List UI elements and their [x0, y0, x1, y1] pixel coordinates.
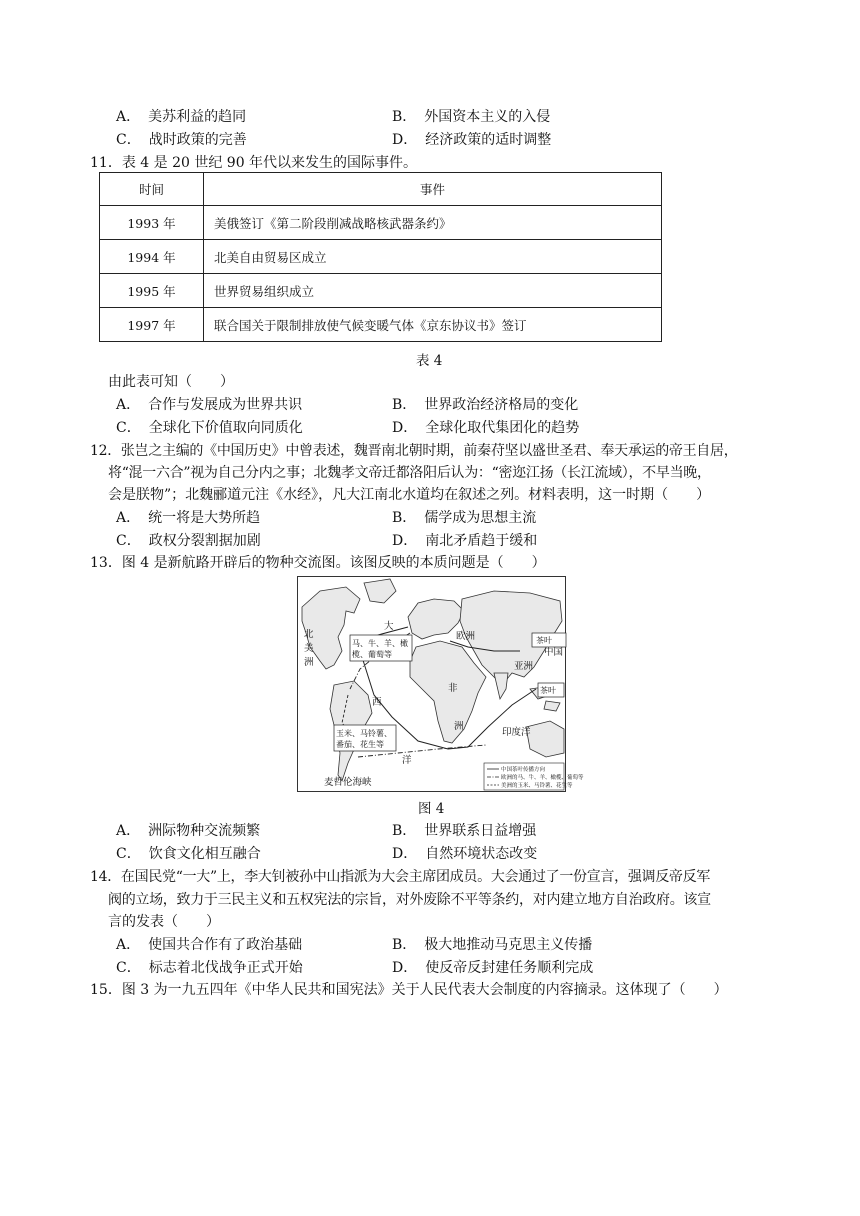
table-cell-event: 联合国关于限制排放使气候变暖气体《京东协议书》签订	[204, 308, 662, 342]
option-letter: D．	[392, 846, 418, 862]
option-b	[392, 934, 592, 954]
option-a	[116, 106, 246, 126]
table-cell-year: 1994 年	[100, 240, 204, 274]
table-caption: 表 4	[416, 353, 443, 369]
map-label-atlantic: 西	[372, 697, 382, 708]
table-row	[100, 308, 662, 342]
option-letter: B．	[392, 510, 417, 526]
table-header-time: 时间	[100, 173, 204, 206]
tea-label: 茶叶	[540, 686, 556, 695]
option-letter: A．	[116, 937, 141, 953]
option-letter: B．	[392, 397, 417, 413]
table-row	[100, 274, 662, 308]
option-text: 使国共合作有了政治基础	[148, 937, 303, 953]
option-letter: D．	[392, 420, 418, 436]
option-text: 统一将是大势所趋	[148, 510, 261, 526]
option-text: 全球化下价值取向同质化	[148, 420, 303, 436]
table-cell-year: 1993 年	[100, 206, 204, 240]
legend-label: 中国茶叶传播方向	[501, 767, 546, 773]
map-label-north-america: 洲	[304, 657, 314, 668]
table-cell-event: 北美自由贸易区成立	[204, 240, 662, 274]
option-letter: C．	[116, 533, 141, 549]
option-b	[392, 507, 536, 527]
option-text: 世界政治经济格局的变化	[424, 397, 579, 413]
question-14-line: 言的发表（ ）	[108, 914, 220, 930]
option-text: 政权分裂割据加剧	[148, 533, 261, 549]
option-c	[116, 417, 303, 437]
option-a	[116, 507, 260, 527]
europe-goods-label: 榄、葡萄等	[352, 650, 392, 659]
option-text: 世界联系日益增强	[424, 823, 537, 839]
map-label-africa: 非	[448, 683, 458, 694]
option-letter: A．	[116, 823, 141, 839]
table-cell-year: 1995 年	[100, 274, 204, 308]
question-14-line: 14．在国民党“一大”上，李大钊被孙中山指派为大会主席团成员。大会通过了一份宣言，强调反帝反军	[90, 869, 711, 885]
option-text: 合作与发展成为世界共识	[148, 397, 303, 413]
species-exchange-map	[297, 576, 584, 792]
option-letter: C．	[116, 132, 141, 148]
option-text: 外国资本主义的入侵	[424, 109, 551, 125]
option-letter: D．	[392, 533, 418, 549]
map-label-north-america: 北	[304, 629, 314, 640]
table-cell-event: 世界贸易组织成立	[204, 274, 662, 308]
option-letter: A．	[116, 109, 141, 125]
figure-caption: 图 4	[418, 801, 445, 817]
america-goods-label: 玉米、马铃薯、	[336, 729, 392, 738]
question-12-line: 会是朕物”；北魏郦道元注《水经》，凡大江南北水道均在叙述之列。材料表明，这一时期（ ）	[108, 487, 711, 503]
option-text: 标志着北伐战争正式开始	[148, 960, 303, 976]
table-row	[100, 240, 662, 274]
option-a	[116, 394, 302, 414]
table-header-event: 事件	[204, 173, 662, 206]
map-label-china: 中国	[544, 647, 564, 658]
question-15-stem: 15．图 3 为一九五四年《中华人民共和国宪法》关于人民代表大会制度的内容摘录。这体现了（ ）	[90, 982, 728, 998]
option-d	[392, 417, 579, 437]
map-label-africa: 洲	[454, 721, 464, 732]
option-letter: D．	[392, 132, 418, 148]
option-b	[392, 820, 536, 840]
question-12-line: 12．张岂之主编的《中国历史》中曾表述，魏晋南北朝时期，前秦苻坚以盛世圣君、奉天承运的帝王自居，	[90, 443, 738, 459]
option-a	[116, 934, 302, 954]
question-14-line: 阀的立场，致力于三民主义和五权宪法的宗旨，对外废除不平等条约，对内建立地方自治政府。该宣	[108, 892, 711, 908]
question-13-stem: 13．图 4 是新航路开辟后的物种交流图。该图反映的本质问题是（ ）	[90, 555, 546, 571]
question-11-question: 由此表可知（ ）	[108, 374, 234, 390]
table-row	[100, 206, 662, 240]
tea-label: 茶叶	[536, 636, 552, 645]
option-text: 极大地推动马克思主义传播	[424, 937, 593, 953]
map-svg	[298, 577, 584, 791]
america-goods-label: 番茄、花生等	[336, 740, 384, 749]
table-cell-event: 美俄签订《第二阶段削减战略核武器条约》	[204, 206, 662, 240]
option-text: 经济政策的适时调整	[425, 132, 552, 148]
map-label-indian-ocean: 印度洋	[502, 727, 531, 738]
option-c	[116, 957, 303, 977]
option-c	[116, 530, 261, 550]
option-a	[116, 820, 260, 840]
option-text: 饮食文化相互融合	[148, 846, 261, 862]
option-d	[392, 957, 593, 977]
option-letter: B．	[392, 937, 417, 953]
map-label-asia: 亚洲	[514, 661, 534, 672]
legend-label: 欧洲的马、牛、羊、橄榄、葡萄等	[501, 775, 584, 781]
table-cell-year: 1997 年	[100, 308, 204, 342]
events-table	[99, 172, 662, 342]
table-header-row	[100, 173, 662, 206]
option-letter: C．	[116, 846, 141, 862]
option-d	[392, 129, 551, 149]
option-text: 自然环境状态改变	[425, 846, 538, 862]
map-label-magellan-strait: 麦哲伦海峡	[324, 777, 372, 788]
option-d	[392, 530, 537, 550]
option-text: 儒学成为思想主流	[424, 510, 537, 526]
option-text: 战时政策的完善	[148, 132, 247, 148]
option-text: 南北矛盾趋于缓和	[425, 533, 538, 549]
option-d	[392, 843, 537, 863]
map-label-atlantic: 大	[384, 621, 394, 632]
question-12-line: 将“混一六合”视为自己分内之事；北魏孝文帝迁都洛阳后认为：“密迩江扬（长江流域），不早当晚，	[108, 465, 711, 481]
option-letter: B．	[392, 823, 417, 839]
option-letter: D．	[392, 960, 418, 976]
option-letter: A．	[116, 397, 141, 413]
option-b	[392, 106, 550, 126]
map-label-europe: 欧洲	[456, 631, 476, 642]
option-b	[392, 394, 578, 414]
option-text: 美苏利益的趋同	[148, 109, 247, 125]
option-c	[116, 843, 261, 863]
option-text: 全球化取代集团化的趋势	[425, 420, 580, 436]
option-text: 使反帝反封建任务顺利完成	[425, 960, 594, 976]
europe-goods-label: 马、牛、羊、橄	[352, 639, 408, 648]
option-letter: A．	[116, 510, 141, 526]
map-label-north-america: 美	[304, 643, 314, 654]
map-label-atlantic: 洋	[402, 755, 412, 766]
option-letter: C．	[116, 960, 141, 976]
option-letter: B．	[392, 109, 417, 125]
option-letter: C．	[116, 420, 141, 436]
question-11-stem: 11．表 4 是 20 世纪 90 年代以来发生的国际事件。	[90, 155, 418, 171]
legend-label: 美洲的玉米、马铃薯、花生等	[501, 783, 573, 789]
option-c	[116, 129, 247, 149]
option-text: 洲际物种交流频繁	[148, 823, 261, 839]
